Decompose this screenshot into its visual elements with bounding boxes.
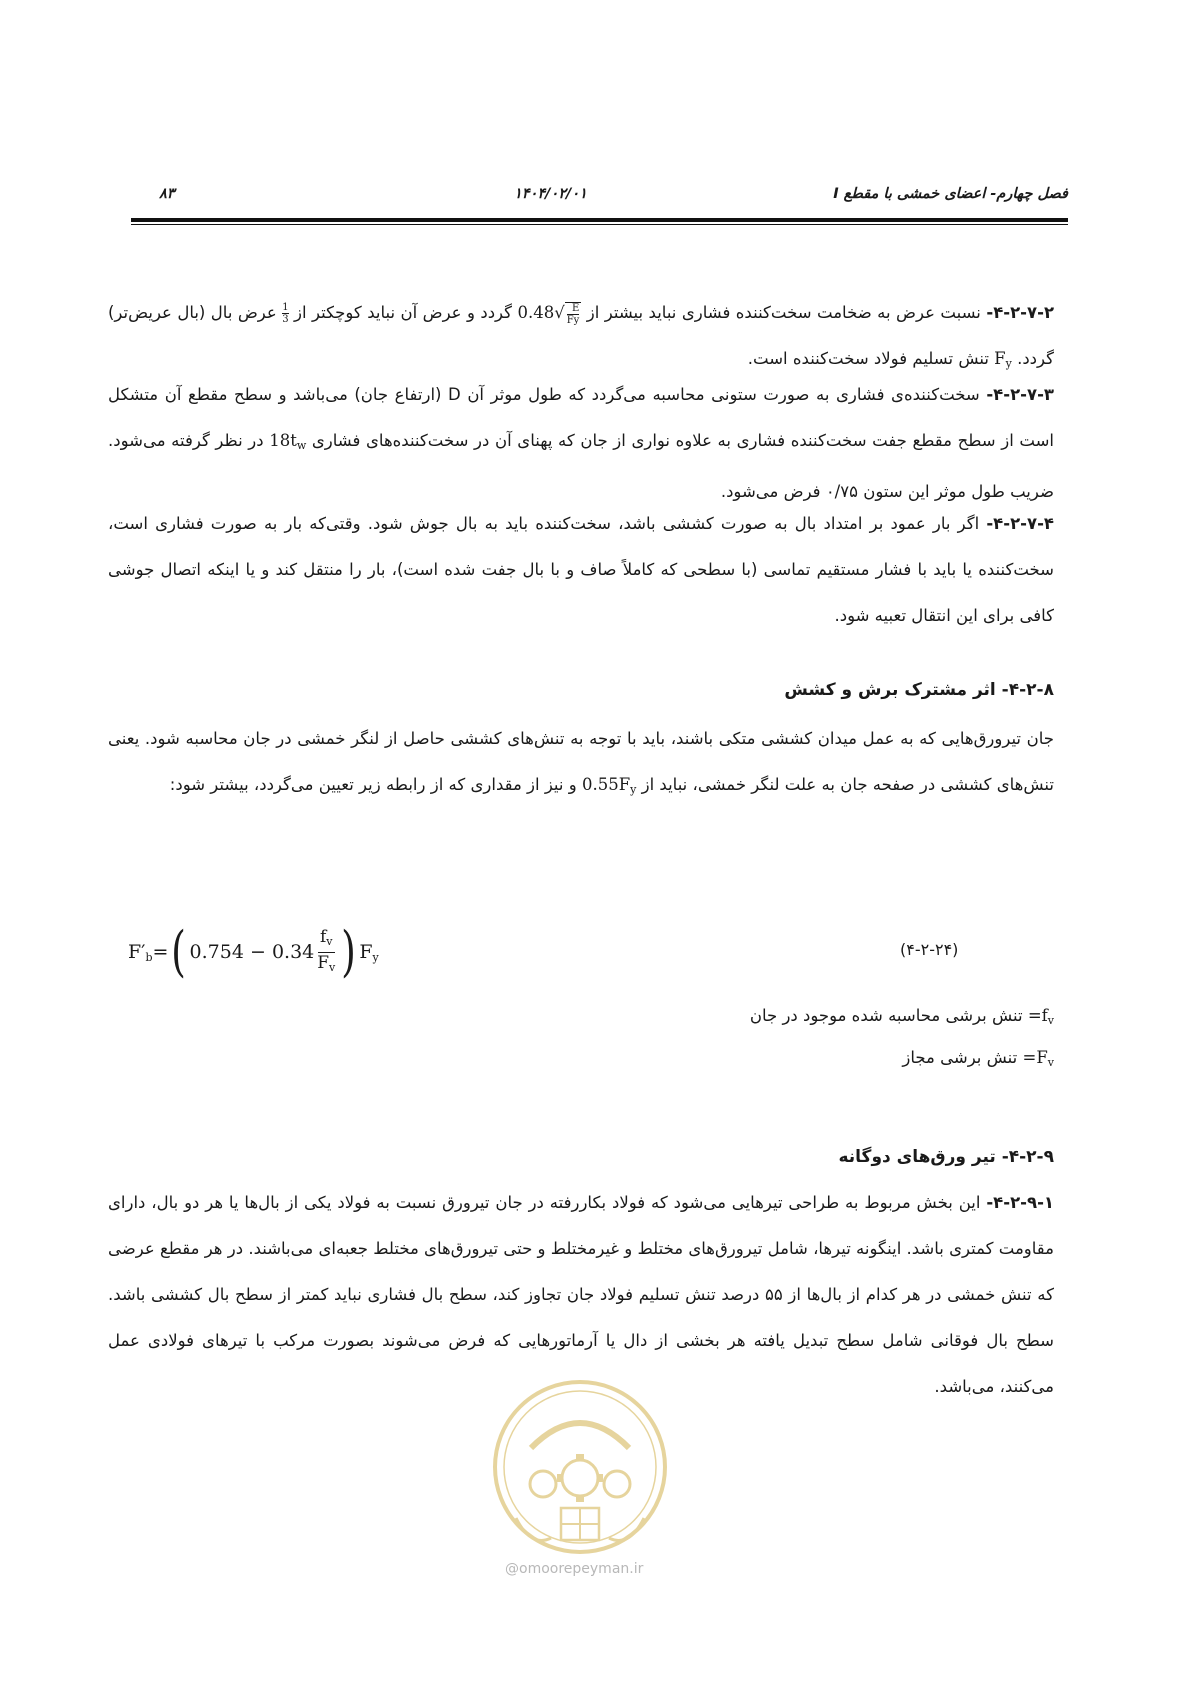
definition-text: = تنش برشی محاسبه شده موجود در جان: [749, 1006, 1042, 1025]
header-date: ۱۴۰۴/۰۲/۰۱: [514, 186, 587, 202]
fy-symbol: $F_y$: [994, 349, 1012, 370]
clause-number: ۴-۲-۹-۱-: [986, 1193, 1054, 1212]
definition-text: = تنش برشی مجاز: [902, 1048, 1037, 1067]
header-rule-thin: [131, 224, 1068, 225]
fraction-denominator: $F_v$: [317, 952, 336, 974]
equation-rhs: $F_y$: [359, 940, 379, 964]
paragraph-4-2-7-4: [108, 501, 1054, 639]
clause-text: اگر بار عمود بر امتداد بال به صورت کششی باشد، سخت‌کننده باید به بال جوش شود. وقتی‌که بار به صورت فشاری است، سخت‌کننده یا باید با فشار مستقیم تماسی (با سطحی که کاملاً صاف و با بال جفت شده است)، بار را منتقل کند و یا اینکه اتصال جوشی کافی برای این انتقال تعبیه شود.: [108, 514, 1054, 625]
clause-text: نسبت عرض به ضخامت سخت‌کننده فشاری نباید بیشتر از: [581, 303, 987, 322]
radicand-numerator: E: [567, 303, 580, 315]
tw-symbol: $18t_w$: [269, 431, 307, 452]
definition-symbol: $F_v$: [1036, 1048, 1054, 1069]
clause-text: در نظر گرفته می‌شود. ضریب طول موثر این ستون ۰/۷۵ فرض می‌شود.: [108, 431, 1054, 501]
equation-number: (۴-۲-۲۴): [900, 940, 959, 959]
clause-text: این بخش مربوط به طراحی تیرهایی می‌شود که فولاد بکاررفته در جان تیرورق نسبت به فولاد یکی از بال‌ها یا هر دو بال، دارای مقاومت کمتری باشد. اینگونه تیرها، شامل تیرورق‌های مختلط و غیرمختلط و حتی تیرورق‌های مختلط جعبه‌ای می‌باشند. در هر مقطع عرضی که تنش خمشی در هر کدام از بال‌ها از ۵۵ درصد تنش تسلیم فولاد جان تجاوز کند، سطح بال فشاری نباید کمتر از سطح بال کششی باشد. سطح بال فوقانی شامل سطح تبدیل یافته هر بخشی از دال یا آرماتورهایی که فرض می‌شوند بصورت مرکب با تیرهای فولادی عمل می‌کنند، می‌باشد.: [108, 1193, 1054, 1396]
radicand-denominator: Fy: [566, 314, 580, 326]
definition-Fv: [902, 1048, 1054, 1069]
section-title-4-2-9: ۴-۲-۹- تیر ورق‌های دوگانه: [838, 1147, 1054, 1167]
chapter-title: فصل چهارم- اعضای خمشی با مقطع I: [833, 186, 1068, 202]
left-paren: (: [171, 920, 187, 983]
definition-fv: [750, 1006, 1054, 1027]
clause-text: عرض بال (بال عریض‌تر) گردد.: [108, 303, 1054, 368]
definition-symbol: $f_v$: [1041, 1006, 1054, 1027]
clause-number: ۴-۲-۷-۳-: [986, 385, 1054, 404]
header-rule-thick: [131, 218, 1068, 222]
watermark-logo: [491, 1378, 669, 1556]
clause-text: سخت‌کننده‌ی فشاری به صورت ستونی محاسبه می‌گردد که طول موثر آن D (ارتفاع جان) می‌باشد و سطح مقطع آن متشکل است از سطح مقطع جفت سخت‌کننده فشاری به علاوه نواری از جان که پهنای آن در سخت‌کننده‌های فشاری: [108, 385, 1054, 450]
fraction-numerator: 1: [282, 302, 289, 313]
fraction-denominator: 3: [282, 314, 289, 325]
clause-number: ۴-۲-۷-۴-: [986, 514, 1054, 533]
page-number: ۸۳: [159, 186, 175, 202]
section-text: جان تیرورق‌هایی که به عمل میدان کششی متکی باشند، باید با توجه به تنش‌های کششی حاصل از لنگر خمشی در جان محاسبه شود. یعنی تنش‌های کششی در صفحه جان به علت لنگر خمشی، نباید از: [108, 729, 1054, 794]
clause-text: گردد و عرض آن نباید کوچکتر از: [288, 303, 518, 322]
equation-equals: =: [152, 941, 169, 963]
formula-coefficient: 0.48: [517, 303, 555, 322]
clause-number: ۴-۲-۷-۲-: [986, 303, 1055, 322]
page-header: [131, 186, 1068, 208]
width-limit-formula: 0.48√ $\frac{E}{Fy}$: [517, 302, 580, 326]
watermark-url: @omoorepeyman.ir: [505, 1561, 644, 1577]
paragraph-4-2-7-3: [108, 372, 1054, 515]
equation-lhs: $F'_b$: [128, 940, 153, 964]
equation-fraction: [317, 927, 335, 978]
section-text: و نیز از مقداری که از رابطه زیر تعیین می‌گردد، بیشتر شود:: [169, 775, 582, 794]
equation-4-2-24: [128, 922, 379, 982]
paragraph-4-2-8: [108, 716, 1054, 813]
fraction-numerator: $f_v$: [318, 927, 335, 953]
radicand-fraction: [567, 303, 580, 326]
right-paren: ): [341, 920, 357, 983]
limit-stress-symbol: $0.55F_y$: [581, 775, 637, 796]
paragraph-4-2-9-1: [108, 1180, 1054, 1410]
section-title-4-2-8: ۴-۲-۸- اثر مشترک برش و کشش: [784, 680, 1054, 700]
equation-constant: 0.754 − 0.34: [189, 941, 315, 963]
clause-text: تنش تسلیم فولاد سخت‌کننده است.: [747, 349, 995, 368]
